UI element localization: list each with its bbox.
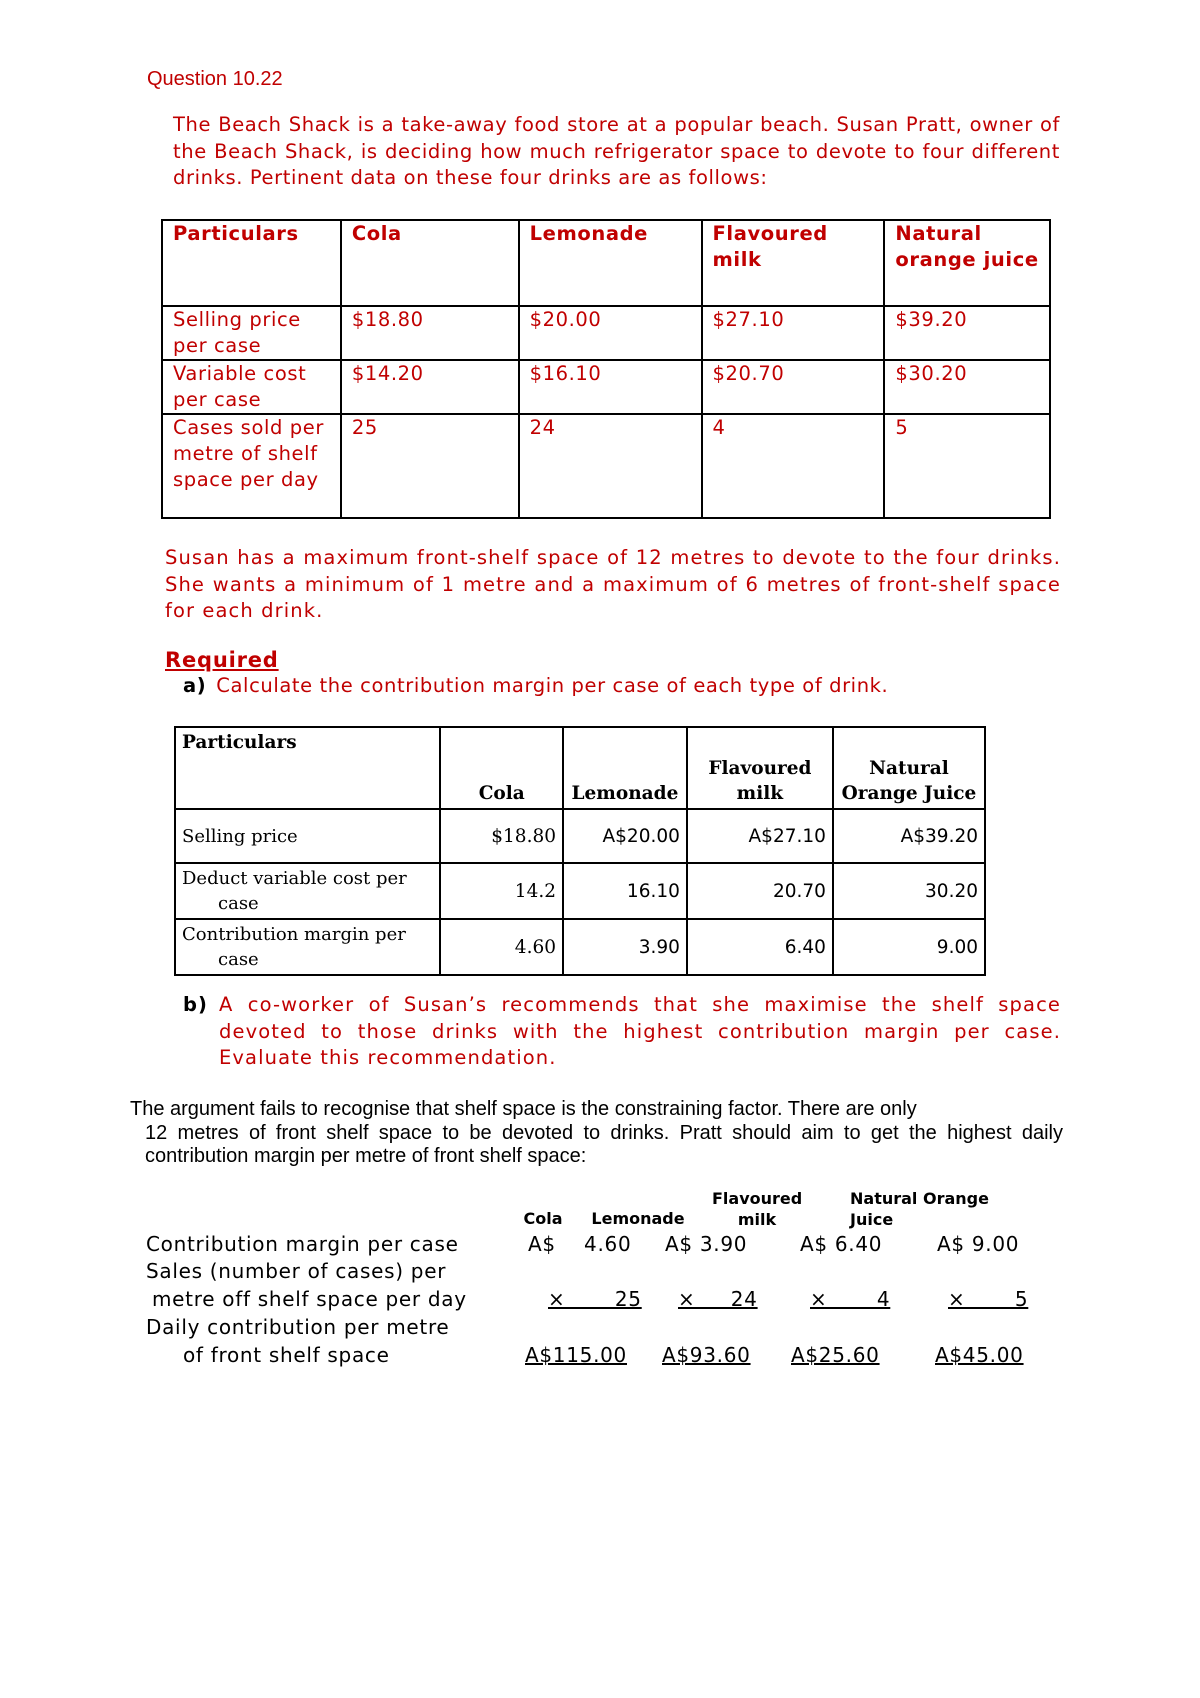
part-b bbox=[183, 992, 1061, 1072]
cell: $20.70 bbox=[702, 360, 885, 414]
argument-first-line: The argument fails to recognise that shelf space is the constraining factor. There are only bbox=[130, 1098, 917, 1120]
header-lemonade: Lemonade bbox=[519, 220, 702, 306]
header-particulars: Particulars bbox=[162, 220, 341, 306]
row-label: Variable cost per case bbox=[162, 360, 341, 414]
calc-daily-milk: A$25.60 bbox=[791, 1343, 880, 1367]
header-flavoured-milk: Flavoured milk bbox=[702, 220, 885, 306]
cell: $27.10 bbox=[702, 306, 885, 360]
row-label: Selling price bbox=[175, 809, 440, 863]
cell: 25 bbox=[341, 414, 519, 518]
row-label-line2: case bbox=[218, 893, 259, 914]
cell: A$39.20 bbox=[833, 809, 985, 863]
table-header-row bbox=[175, 727, 985, 809]
cell: 5 bbox=[884, 414, 1050, 518]
calc-daily-label-2: of front shelf space bbox=[183, 1343, 390, 1367]
question-title: Question 10.22 bbox=[147, 68, 283, 90]
part-a-text: Calculate the contribution margin per case of each type of drink. bbox=[216, 674, 889, 697]
table-row bbox=[162, 414, 1050, 518]
calc-sales-cola: × 25 bbox=[548, 1287, 642, 1311]
cell: $16.10 bbox=[519, 360, 702, 414]
calc-daily-cola: A$115.00 bbox=[525, 1343, 627, 1367]
header-particulars: Particulars bbox=[175, 727, 440, 809]
part-b-text: A co-worker of Susan’s recommends that she maximise the shelf space devoted to those drinks with the highest contribution margin per case. Evaluate this recommendation. bbox=[219, 993, 1061, 1069]
calc-sales-lemonade: × 24 bbox=[678, 1287, 758, 1311]
calc-cm-lemonade: A$ 3.90 bbox=[665, 1232, 748, 1256]
table-row bbox=[162, 306, 1050, 360]
header-cola: Cola bbox=[440, 727, 563, 809]
calc-sales-milk: × 4 bbox=[810, 1287, 891, 1311]
row-label-line2: case bbox=[218, 949, 259, 970]
calc-daily-lemonade: A$93.60 bbox=[662, 1343, 751, 1367]
cell: $18.80 bbox=[440, 809, 563, 863]
cell: 14.2 bbox=[440, 863, 563, 919]
cell: 6.40 bbox=[687, 919, 833, 975]
header-orange-juice: Natural Orange Juice bbox=[833, 727, 985, 809]
table-row bbox=[175, 919, 985, 975]
intro-paragraph: The Beach Shack is a take-away food store at a popular beach. Susan Pratt, owner of the Beach Shack, is deciding how much refrigerator space to devote to four different drinks. Pertinent data on these four drinks are as follows: bbox=[173, 113, 1060, 189]
row-label: Selling price per case bbox=[162, 306, 341, 360]
cell: $18.80 bbox=[341, 306, 519, 360]
cell: 20.70 bbox=[687, 863, 833, 919]
cell: 30.20 bbox=[833, 863, 985, 919]
calc-header-flavoured-milk: Flavoured milk bbox=[712, 1189, 803, 1229]
header-lemonade: Lemonade bbox=[563, 727, 687, 809]
drinks-data-table bbox=[161, 219, 1051, 519]
row-label bbox=[175, 919, 440, 975]
calc-header-lemonade: Lemonade bbox=[591, 1209, 685, 1228]
cell: $39.20 bbox=[884, 306, 1050, 360]
part-a bbox=[183, 674, 888, 697]
cell: 4 bbox=[702, 414, 885, 518]
calc-sales-juice: × 5 bbox=[948, 1287, 1029, 1311]
cell: 3.90 bbox=[563, 919, 687, 975]
table-row bbox=[175, 863, 985, 919]
header-cola: Cola bbox=[341, 220, 519, 306]
calc-cm-milk: A$ 6.40 bbox=[800, 1232, 883, 1256]
cell: A$20.00 bbox=[563, 809, 687, 863]
table-header-row bbox=[162, 220, 1050, 306]
row-label-line1: Deduct variable cost per bbox=[182, 868, 407, 889]
cell: $14.20 bbox=[341, 360, 519, 414]
calc-sales-label-1: Sales (number of cases) per bbox=[146, 1259, 447, 1283]
header-flavoured-milk: Flavoured milk bbox=[687, 727, 833, 809]
cell: 24 bbox=[519, 414, 702, 518]
calc-header-orange-juice: Natural Orange Juice bbox=[850, 1189, 989, 1229]
header-orange-juice: Natural orange juice bbox=[884, 220, 1050, 306]
calc-cm-label: Contribution margin per case bbox=[146, 1232, 459, 1256]
row-label: Cases sold per metre of shelf space per day bbox=[162, 414, 341, 518]
cell: 9.00 bbox=[833, 919, 985, 975]
calc-daily-label-1: Daily contribution per metre bbox=[146, 1315, 450, 1339]
calc-header-cola: Cola bbox=[523, 1209, 563, 1228]
table-row bbox=[162, 360, 1050, 414]
calc-cm-cola: A$ 4.60 bbox=[528, 1232, 632, 1256]
part-b-label: b) bbox=[183, 993, 209, 1016]
argument-rest: 12 metres of front shelf space to be devoted to drinks. Pratt should aim to get the highest daily contribution margin per metre of front shelf space: bbox=[145, 1121, 1063, 1167]
calc-sales-label-2: metre off shelf space per day bbox=[152, 1287, 467, 1311]
contribution-margin-table bbox=[174, 726, 986, 976]
row-label-line1: Contribution margin per bbox=[182, 924, 406, 945]
cell: $20.00 bbox=[519, 306, 702, 360]
cell: $30.20 bbox=[884, 360, 1050, 414]
cell: 4.60 bbox=[440, 919, 563, 975]
calc-daily-juice: A$45.00 bbox=[935, 1343, 1024, 1367]
calc-cm-juice: A$ 9.00 bbox=[937, 1232, 1020, 1256]
constraint-paragraph: Susan has a maximum front-shelf space of 12 metres to devote to the four drinks. She wants a minimum of 1 metre and a maximum of 6 metres of front-shelf space for each drink. bbox=[165, 546, 1061, 622]
cell: A$27.10 bbox=[687, 809, 833, 863]
table-row bbox=[175, 809, 985, 863]
argument-paragraph bbox=[130, 1098, 1063, 1169]
cell: 16.10 bbox=[563, 863, 687, 919]
part-a-label: a) bbox=[183, 674, 207, 697]
required-heading: Required bbox=[165, 648, 279, 672]
row-label bbox=[175, 863, 440, 919]
